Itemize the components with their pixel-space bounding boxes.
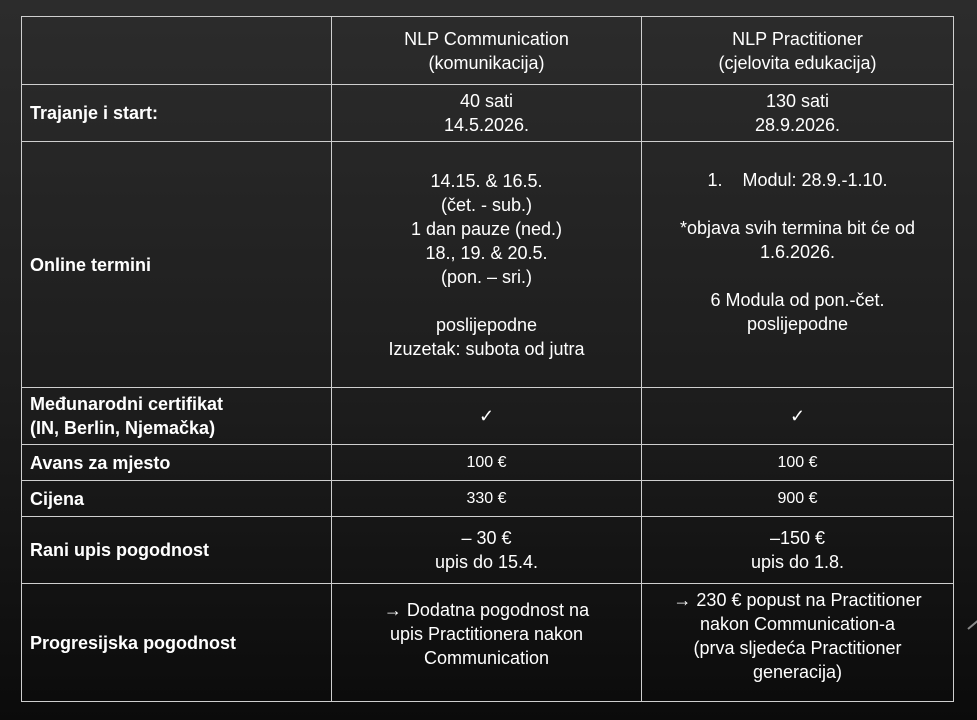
spacer	[650, 192, 945, 216]
progressive-line: generacija)	[752, 662, 843, 682]
row-early	[22, 517, 954, 584]
header-communication-title: NLP Communication	[404, 28, 569, 49]
progressive-line: (prva sljedeća Practitioner	[693, 638, 902, 658]
online-line: (pon. – sri.)	[440, 266, 533, 287]
label-certificate	[22, 388, 332, 445]
progressive-communication	[332, 584, 642, 702]
duration-practitioner	[642, 85, 954, 142]
checkmark-icon: ✓	[642, 388, 954, 445]
progressive-line: → Dodatna pogodnost na	[383, 600, 590, 620]
checkmark-icon: ✓	[332, 388, 642, 445]
note-line: *objava svih termina bit će od	[679, 218, 916, 238]
header-practitioner	[642, 17, 954, 85]
certificate-label-line: (IN, Berlin, Njemačka)	[30, 418, 216, 438]
modules-line: 6 Modula od pon.-čet.	[710, 290, 885, 310]
label-deposit: Avans za mjesto	[22, 445, 332, 481]
online-communication	[332, 142, 642, 388]
early-practitioner	[642, 517, 954, 584]
header-practitioner-subtitle: (cjelovita edukacija)	[718, 52, 877, 73]
row-online	[22, 142, 954, 388]
duration-start: 28.9.2026.	[754, 115, 841, 135]
decorative-line	[967, 614, 977, 630]
module-list-item	[650, 168, 945, 192]
price-communication: 330 €	[332, 481, 642, 517]
progressive-line: → 230 € popust na Practitioner	[673, 590, 922, 610]
progressive-line: nakon Communication-a	[699, 614, 896, 634]
spacer	[340, 289, 633, 313]
header-row	[22, 17, 954, 85]
header-communication	[332, 17, 642, 85]
online-line: Izuzetak: subota od jutra	[388, 338, 585, 359]
modules-line: poslijepodne	[746, 314, 849, 334]
certificate-label-line: Međunarodni certifikat	[30, 394, 224, 414]
early-communication	[332, 517, 642, 584]
early-discount: – 30 €	[461, 528, 512, 548]
label-price: Cijena	[22, 481, 332, 517]
early-deadline: upis do 1.8.	[750, 552, 845, 572]
deposit-practitioner: 100 €	[642, 445, 954, 481]
online-line: 14.15. & 16.5.	[430, 170, 543, 191]
label-duration: Trajanje i start:	[22, 85, 332, 142]
online-line: (čet. - sub.)	[440, 194, 533, 215]
duration-hours: 40 sati	[459, 91, 514, 111]
label-online: Online termini	[22, 142, 332, 388]
list-number: 1.	[707, 170, 723, 190]
spacer	[650, 264, 945, 288]
row-deposit	[22, 445, 954, 481]
header-practitioner-title: NLP Practitioner	[732, 28, 863, 49]
deposit-communication: 100 €	[332, 445, 642, 481]
duration-start: 14.5.2026.	[443, 115, 530, 135]
online-line: 1 dan pauze (ned.)	[410, 218, 563, 239]
duration-communication	[332, 85, 642, 142]
comparison-table	[21, 16, 954, 702]
early-discount: –150 €	[769, 528, 826, 548]
note-line: 1.6.2026.	[759, 242, 836, 262]
header-communication-subtitle: (komunikacija)	[428, 52, 545, 73]
row-price	[22, 481, 954, 517]
progressive-practitioner	[642, 584, 954, 702]
online-line: 18., 19. & 20.5.	[425, 242, 548, 263]
duration-hours: 130 sati	[765, 91, 830, 111]
header-empty-cell	[22, 17, 332, 85]
label-progressive: Progresijska pogodnost	[22, 584, 332, 702]
progressive-line: Communication	[423, 648, 550, 668]
online-line: poslijepodne	[435, 314, 538, 335]
progressive-line: upis Practitionera nakon	[389, 624, 584, 644]
row-progressive	[22, 584, 954, 702]
list-text: Modul: 28.9.-1.10.	[742, 170, 888, 190]
online-practitioner	[642, 142, 954, 388]
row-certificate	[22, 388, 954, 445]
label-early: Rani upis pogodnost	[22, 517, 332, 584]
early-deadline: upis do 15.4.	[434, 552, 539, 572]
price-practitioner: 900 €	[642, 481, 954, 517]
row-duration	[22, 85, 954, 142]
